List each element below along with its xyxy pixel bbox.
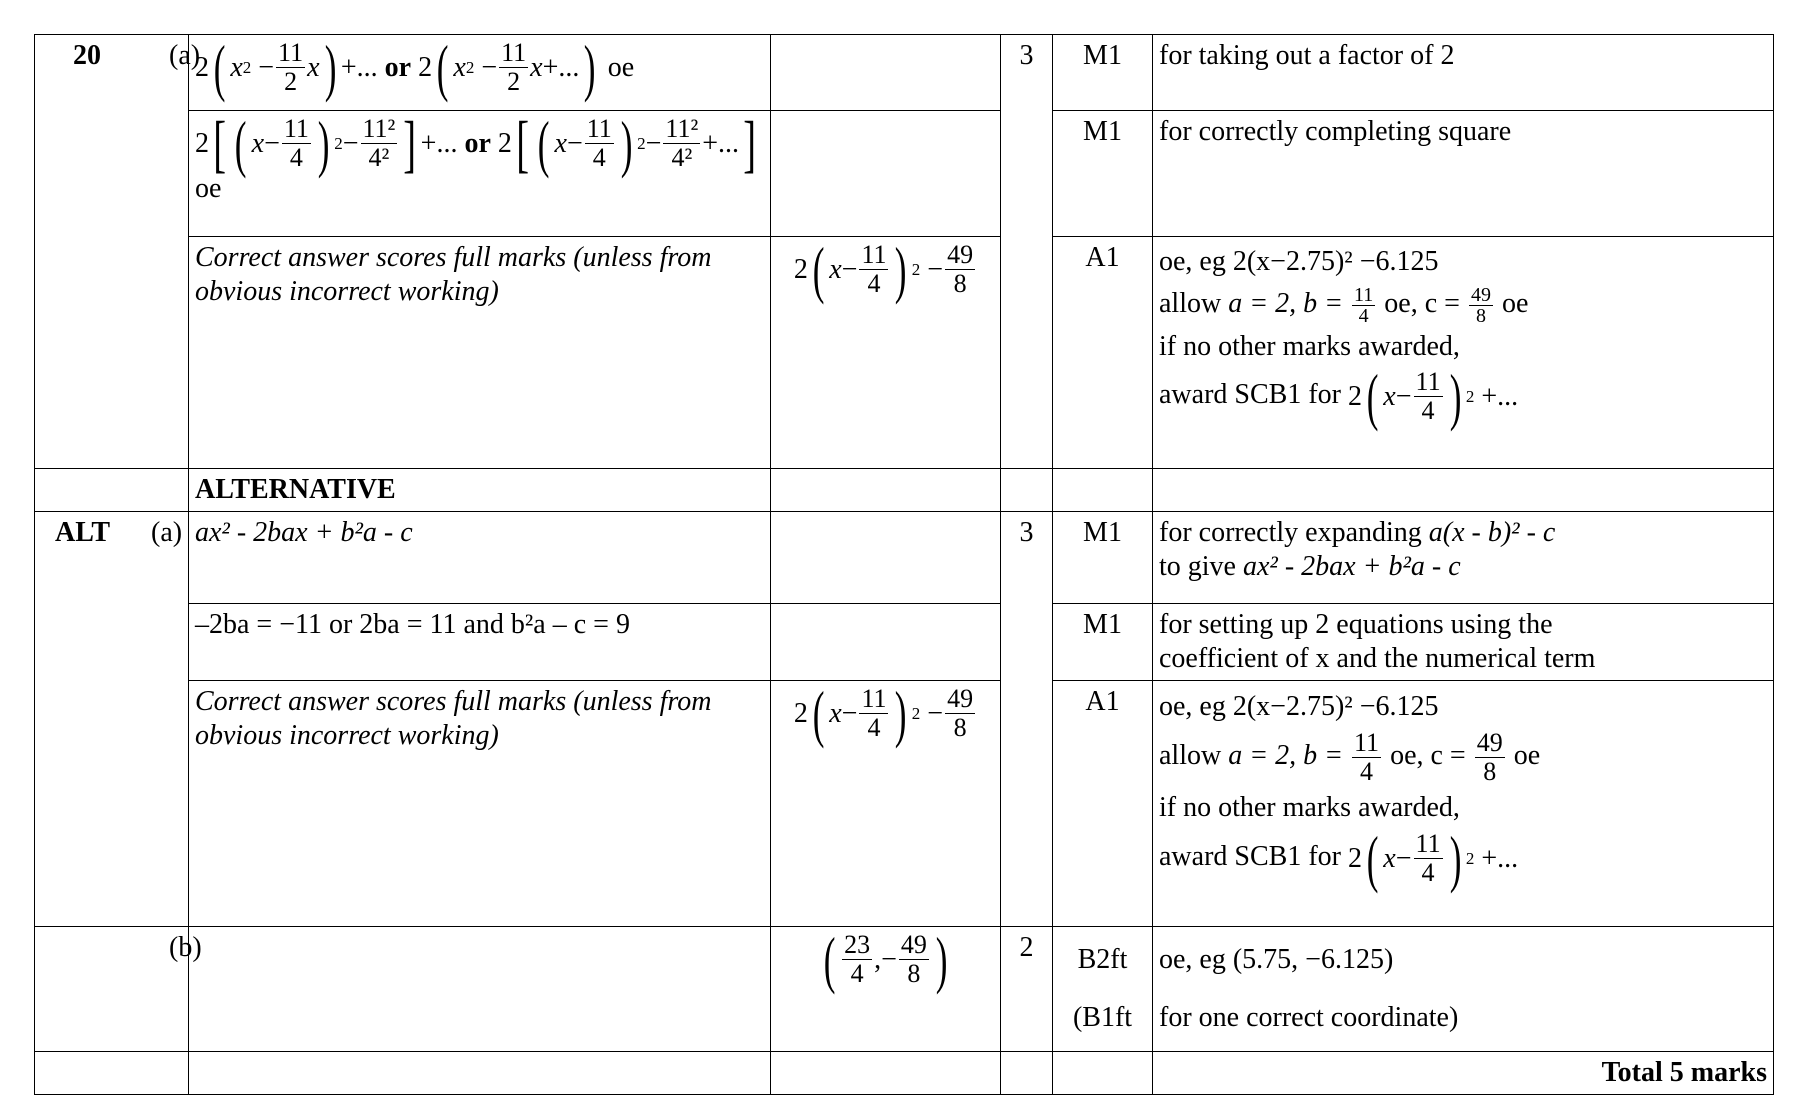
row-total <box>35 1052 1774 1095</box>
row-a-a1 <box>35 237 1774 469</box>
answer-expression: 2 ( x − $\frac{11}{4}$ ) 2 − $\frac{49}{8}$ <box>793 233 974 305</box>
answer-cell <box>771 604 1001 681</box>
mark-code: A1 <box>1053 681 1153 927</box>
mark-code: B2ft (B1ft <box>1053 927 1153 1052</box>
guidance: for taking out a factor of 2 <box>1153 35 1774 111</box>
question-cell: (b) <box>35 927 189 1052</box>
marks-cell: 2 <box>1001 927 1053 1052</box>
marks-cell: 3 <box>1001 512 1053 604</box>
working-cell: –2ba = −11 or 2ba = 11 and b²a – c = 9 <box>189 604 771 681</box>
oe-label: oe <box>195 173 222 204</box>
expression-factor-2: 2 ( x 2 − $\frac{11}{2}$ x ) +... or 2 ( x 2 − $\frac{11}{2}$ x +... ) oe <box>195 31 635 103</box>
part-label: (a) <box>169 40 201 71</box>
guidance: oe, eg 2(x−2.75)² −6.125 allow a = 2, b = $\frac{11}{4}$ oe, c = $\frac{49}{8}$ oe if no other marks awarded, award SCB1 for 2 ( x − $\frac{11}{4}$ ) 2 +... <box>1153 237 1774 469</box>
working-cell <box>189 107 771 237</box>
alternative-heading: ALTERNATIVE <box>189 469 771 512</box>
mark-code: M1 <box>1053 512 1153 604</box>
guidance: oe, eg (5.75, −6.125) for one correct coordinate) <box>1153 927 1774 1052</box>
working-cell: Correct answer scores full marks (unless from obvious incorrect working) <box>189 681 771 927</box>
working-cell: ax² - 2bax + b²a - c <box>189 512 771 604</box>
expression-complete-square: 2 [ ( x − $\frac{11}{4}$ ) 2 − $\frac{\text{11²}}{\text{4²}}$ ] +... or 2 [ ( x − $\frac{11}{4}$ ) 2 − $\frac{\text{11²}}{\text{4²}}$ +... ] <box>195 107 757 179</box>
working-cell: Correct answer scores full marks (unless from obvious incorrect working) <box>189 237 771 469</box>
row-a-m1-square <box>35 111 1774 237</box>
row-alt-a1 <box>35 681 1774 927</box>
answer-cell <box>771 512 1001 604</box>
marks-cell: 3 <box>1001 35 1053 111</box>
question-cell <box>35 111 189 237</box>
answer-cell <box>771 111 1001 237</box>
question-cell <box>35 35 201 111</box>
answer-cell <box>771 233 1001 469</box>
mark-code: A1 <box>1053 237 1153 469</box>
row-a-m1-factor <box>35 35 1774 111</box>
answer-expression: 2 ( x − $\frac{11}{4}$ ) 2 − $\frac{49}{8}$ <box>793 677 974 749</box>
row-alternative-header <box>35 469 1774 512</box>
answer-cell <box>771 677 1001 927</box>
working-cell <box>189 31 771 111</box>
guidance: for correctly completing square <box>1153 111 1774 237</box>
question-number: 20 <box>73 40 101 71</box>
guidance: for correctly expanding a(x - b)² - c to give ax² - 2bax + b²a - c <box>1153 512 1774 604</box>
guidance: for setting up 2 equations using the coefficient of x and the numerical term <box>1153 604 1774 681</box>
mark-scheme-table <box>34 31 1774 1095</box>
marks-cell <box>1001 111 1053 237</box>
answer-cell <box>771 35 1001 111</box>
mark-code: M1 <box>1053 604 1153 681</box>
mark-code: M1 <box>1053 111 1153 237</box>
marks-cell <box>1001 237 1053 469</box>
coordinate-answer: ( $\frac{23}{4}$ ,− $\frac{49}{8}$ ) <box>823 923 948 995</box>
answer-cell <box>771 923 1001 1052</box>
question-cell: ALT (a) <box>35 512 189 604</box>
row-alt-m1-equations <box>35 604 1774 681</box>
mark-code: M1 <box>1053 35 1153 111</box>
question-cell <box>35 237 189 469</box>
row-alt-m1-expand <box>35 512 1774 604</box>
working-cell <box>189 927 771 1052</box>
row-b <box>35 927 1774 1052</box>
total-marks: Total 5 marks <box>1153 1052 1774 1095</box>
guidance: oe, eg 2(x−2.75)² −6.125 allow a = 2, b = $\frac{11}{4}$ oe, c = $\frac{49}{8}$ oe if no other marks awarded, award SCB1 for 2 ( x − $\frac{11}{4}$ ) 2 +... <box>1153 681 1774 927</box>
